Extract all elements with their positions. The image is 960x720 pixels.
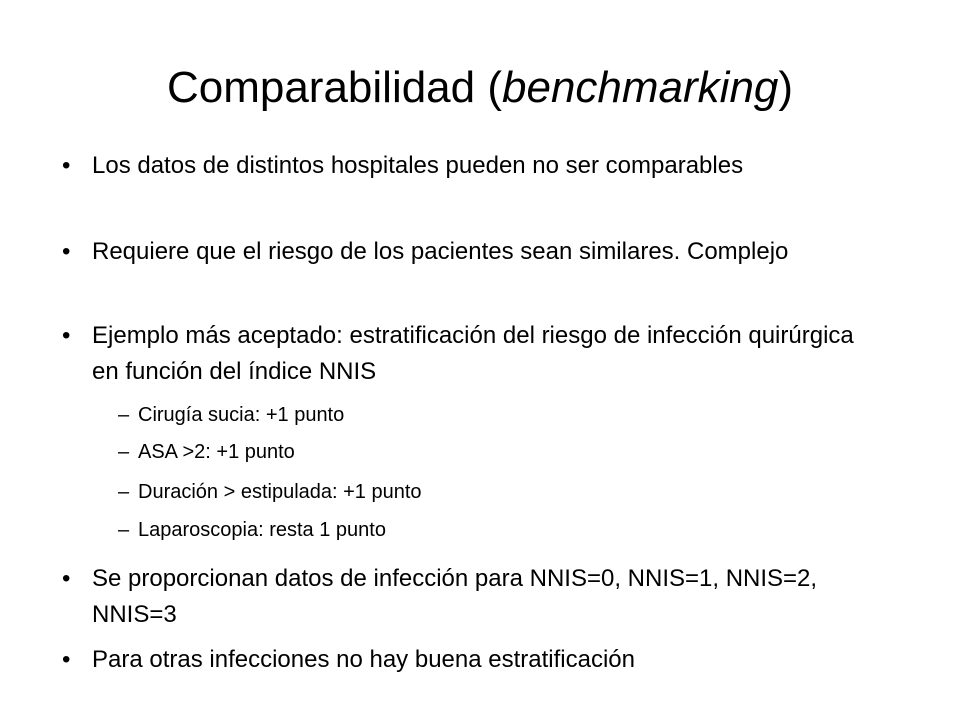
bullet-text: Ejemplo más aceptado: estratificación del riesgo de infección quirúrgica en función del índice NNIS bbox=[92, 322, 854, 385]
slide-title bbox=[0, 58, 960, 118]
bullet-glyph: • bbox=[62, 238, 71, 265]
slide-title-italic: benchmarking bbox=[502, 63, 779, 112]
bullet-text: Para otras infecciones no hay buena estratificación bbox=[92, 646, 635, 673]
dash-glyph: – bbox=[118, 519, 130, 541]
sub-bullet-item bbox=[118, 400, 878, 430]
sub-bullet-text: ASA >2: +1 punto bbox=[138, 441, 295, 463]
bullet-text: Requiere que el riesgo de los pacientes sean similares. Complejo bbox=[92, 238, 789, 265]
bullet-text: Los datos de distintos hospitales pueden no ser comparables bbox=[92, 152, 744, 179]
bullet-item bbox=[62, 642, 862, 678]
sub-bullet-item bbox=[118, 477, 878, 507]
bullet-text: Se proporcionan datos de infección para NNIS=0, NNIS=1, NNIS=2, NNIS=3 bbox=[92, 565, 818, 628]
sub-bullet-item bbox=[118, 437, 878, 467]
dash-glyph: – bbox=[118, 441, 130, 463]
bullet-item bbox=[62, 318, 862, 390]
dash-glyph: – bbox=[118, 404, 130, 426]
bullet-item bbox=[62, 234, 862, 270]
bullet-glyph: • bbox=[62, 322, 71, 349]
slide-title-end: ) bbox=[778, 63, 794, 112]
sub-bullet-text: Laparoscopia: resta 1 punto bbox=[138, 519, 386, 541]
slide-title-main: Comparabilidad ( bbox=[166, 63, 503, 112]
sub-bullet-item bbox=[118, 515, 878, 545]
bullet-glyph: • bbox=[62, 565, 71, 592]
bullet-glyph: • bbox=[62, 646, 71, 673]
bullet-glyph: • bbox=[62, 152, 71, 179]
bullet-item bbox=[62, 561, 862, 633]
dash-glyph: – bbox=[118, 481, 130, 503]
bullet-item bbox=[62, 148, 862, 184]
sub-bullet-text: Cirugía sucia: +1 punto bbox=[138, 404, 345, 426]
sub-bullet-text: Duración > estipulada: +1 punto bbox=[138, 481, 422, 503]
